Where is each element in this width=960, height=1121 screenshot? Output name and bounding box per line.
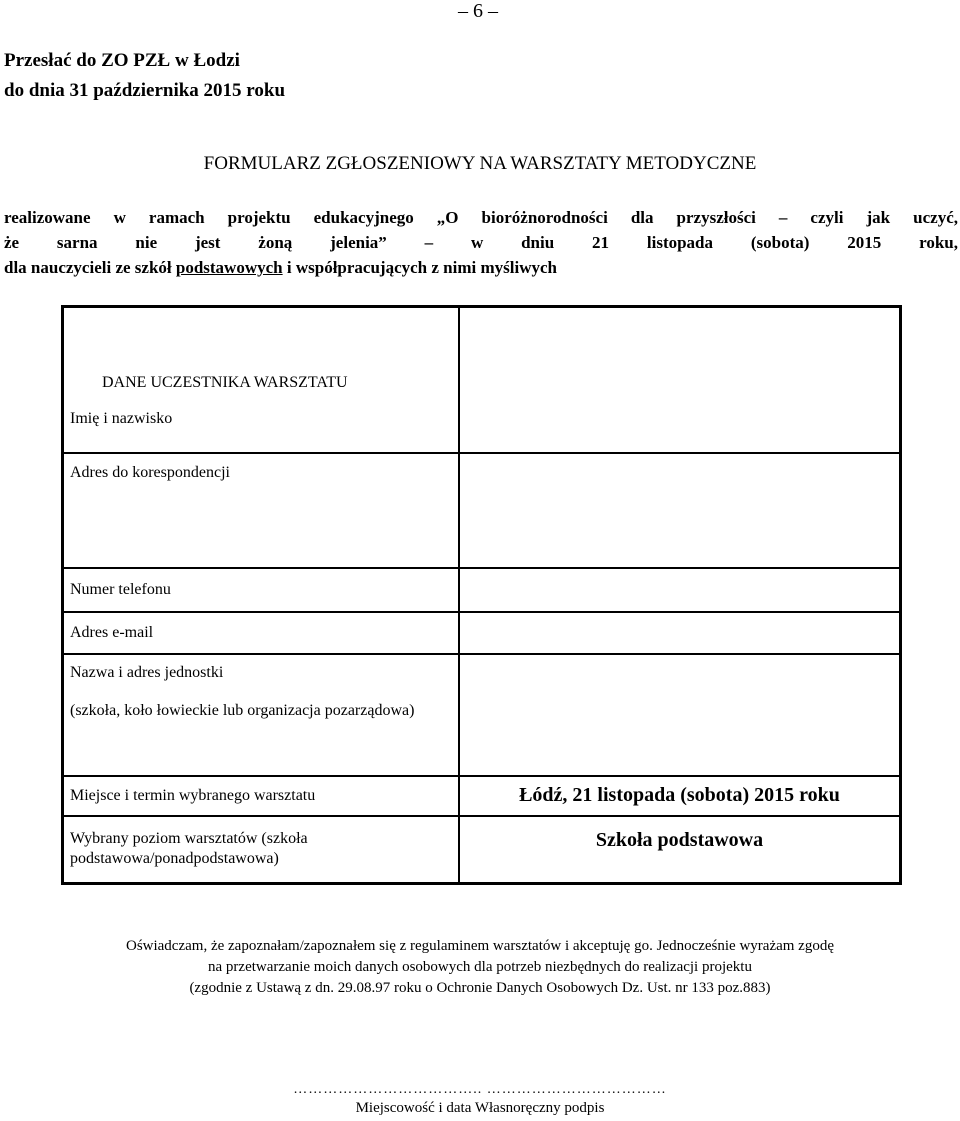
phone-label-cell (63, 568, 460, 612)
level-value: Szkoła podstawowa (459, 816, 901, 884)
email-input-field[interactable] (459, 612, 901, 654)
table-row (63, 776, 901, 816)
place-label: Miejsce i termin wybranego warsztatu (70, 786, 316, 804)
page-number: – 6 – (458, 0, 498, 22)
phone-input-field[interactable] (459, 568, 901, 612)
intro-line-3-start: dla nauczycieli ze szkół (4, 258, 176, 277)
unit-input-field[interactable] (459, 654, 901, 776)
table-row (63, 568, 901, 612)
table-row (63, 816, 901, 884)
participant-form-table (61, 305, 902, 885)
intro-line-3-end: i współpracujących z nimi myśliwych (282, 258, 557, 277)
level-label: Wybrany poziom warsztatów (szkoła podstawowa/ponadpodstawowa) (70, 830, 308, 868)
intro-line-1: realizowane w ramach projektu edukacyjnego „O bioróżnorodności dla przyszłości – czyli jak uczyć, (4, 208, 958, 227)
email-label: Adres e-mail (70, 623, 154, 641)
declaration-line-3: (zgodnie z Ustawą z dn. 29.08.97 roku o Ochronie Danych Osobowych Dz. Ust. nr 133 poz.883) (189, 980, 771, 996)
declaration-line-1: Oświadczam, że zapoznałam/zapoznałem się z regulaminem warsztatów i akceptuję go. Jednocześnie wyrażam zgodę (125, 938, 834, 954)
address-label-cell (63, 453, 460, 568)
unit-label-cell (63, 654, 460, 776)
declaration-line-2: na przetwarzanie moich danych osobowych dla potrzeb niezbędnych do realizacji projektu (208, 959, 752, 975)
intro-line-2: że sarna nie jest żoną jelenia” – w dniu 21 listopada (sobota) 2015 roku, (4, 233, 958, 252)
level-label-cell (63, 816, 460, 884)
section-header: DANE UCZESTNIKA WARSZTATU (102, 373, 348, 391)
email-label-cell (63, 612, 460, 654)
signature-caption: Miejscowość i data Własnoręczny podpis (355, 1100, 605, 1116)
intro-underlined-word: podstawowych (175, 258, 283, 277)
unit-note: (szkoła, koło łowieckie lub organizacja pozarządowa) (70, 701, 415, 719)
place-label-cell (63, 776, 460, 816)
table-row (63, 453, 901, 568)
unit-label: Nazwa i adres jednostki (70, 663, 224, 681)
name-label: Imię i nazwisko (70, 409, 173, 427)
address-label: Adres do korespondencji (70, 463, 230, 481)
signature-dotted-line: ……………………………….. ……………………………… (293, 1082, 667, 1097)
recipient-line-1: Przesłać do ZO PZŁ w Łodzi (4, 50, 240, 71)
phone-label: Numer telefonu (70, 580, 171, 598)
name-input-field[interactable] (459, 307, 901, 453)
intro-line-3 (4, 255, 958, 280)
form-title: FORMULARZ ZGŁOSZENIOWY NA WARSZTATY METODYCZNE (203, 153, 757, 174)
name-label-cell (63, 307, 460, 453)
consent-declaration (0, 936, 960, 999)
table-row (63, 612, 901, 654)
place-value: Łódź, 21 listopada (sobota) 2015 roku (459, 776, 901, 816)
intro-paragraph (4, 205, 958, 280)
deadline-line: do dnia 31 października 2015 roku (4, 80, 286, 101)
table-row (63, 654, 901, 776)
table-row (63, 307, 901, 453)
address-input-field[interactable] (459, 453, 901, 568)
